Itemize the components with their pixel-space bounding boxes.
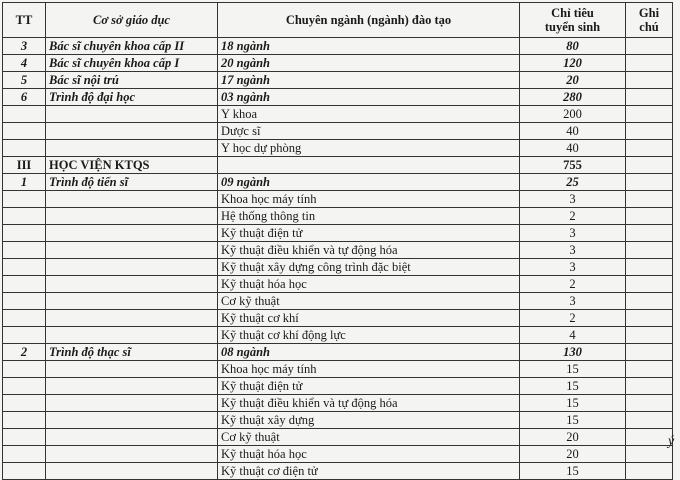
cell-ghi-chu [626, 276, 673, 293]
table-row [3, 208, 673, 225]
cell-tt: 2 [3, 344, 46, 361]
cell-co-so [46, 293, 218, 310]
cell-chuyen-nganh: Kỹ thuật điện tử [218, 378, 520, 395]
cell-ghi-chu [626, 106, 673, 123]
cell-co-so [46, 378, 218, 395]
table-header-row [3, 3, 673, 38]
table-row [3, 463, 673, 480]
cell-co-so: Trình độ tiến sĩ [46, 174, 218, 191]
cell-chuyen-nganh: Kỹ thuật hóa học [218, 446, 520, 463]
cell-chuyen-nganh: Kỹ thuật xây dựng công trình đặc biệt [218, 259, 520, 276]
cell-ghi-chu [626, 140, 673, 157]
cell-tt [3, 378, 46, 395]
cell-co-so [46, 225, 218, 242]
table-row [3, 327, 673, 344]
cell-ghi-chu [626, 429, 673, 446]
header-chuyen-nganh: Chuyên ngành (ngành) đào tạo [218, 3, 520, 38]
table-row [3, 157, 673, 174]
cell-ghi-chu [626, 157, 673, 174]
cell-ghi-chu [626, 208, 673, 225]
header-tt: TT [3, 3, 46, 38]
cell-tt [3, 191, 46, 208]
table-row [3, 412, 673, 429]
cell-chi-tieu: 3 [520, 191, 626, 208]
table-row [3, 395, 673, 412]
cell-co-so [46, 123, 218, 140]
cell-ghi-chu [626, 378, 673, 395]
cell-chuyen-nganh: 08 ngành [218, 344, 520, 361]
cell-co-so: Trình độ thạc sĩ [46, 344, 218, 361]
cell-tt [3, 293, 46, 310]
cell-co-so [46, 463, 218, 480]
cell-chi-tieu: 25 [520, 174, 626, 191]
cell-tt [3, 395, 46, 412]
cell-co-so: Bác sĩ nội trú [46, 72, 218, 89]
header-chi-tieu-line2: tuyển sinh [544, 20, 601, 34]
cell-chi-tieu: 4 [520, 327, 626, 344]
cell-co-so: Trình độ đại học [46, 89, 218, 106]
cell-tt [3, 463, 46, 480]
cell-tt [3, 123, 46, 140]
table-row [3, 446, 673, 463]
table-body [3, 38, 673, 480]
header-ghi-chu-line2: chú [639, 20, 659, 34]
table-row [3, 55, 673, 72]
cell-ghi-chu [626, 89, 673, 106]
cell-chi-tieu: 20 [520, 429, 626, 446]
table-row [3, 378, 673, 395]
cell-co-so [46, 446, 218, 463]
cell-co-so [46, 106, 218, 123]
cell-chuyen-nganh: 20 ngành [218, 55, 520, 72]
cell-chuyen-nganh: Khoa học máy tính [218, 361, 520, 378]
cell-co-so [46, 361, 218, 378]
cell-chi-tieu: 200 [520, 106, 626, 123]
cell-ghi-chu [626, 259, 673, 276]
cell-chi-tieu: 280 [520, 89, 626, 106]
cell-chuyen-nganh: 18 ngành [218, 38, 520, 55]
cell-tt: 6 [3, 89, 46, 106]
cell-chuyen-nganh: Kỹ thuật điều khiển và tự động hóa [218, 395, 520, 412]
cell-chi-tieu: 15 [520, 378, 626, 395]
cell-chi-tieu: 20 [520, 72, 626, 89]
cell-chi-tieu: 20 [520, 446, 626, 463]
cell-tt [3, 242, 46, 259]
cell-tt [3, 140, 46, 157]
cell-chi-tieu: 130 [520, 344, 626, 361]
cell-chuyen-nganh: Hệ thống thông tin [218, 208, 520, 225]
cell-tt: III [3, 157, 46, 174]
table-row [3, 361, 673, 378]
cell-tt: 4 [3, 55, 46, 72]
cell-tt [3, 225, 46, 242]
cell-chuyen-nganh: Kỹ thuật điện tử [218, 225, 520, 242]
table-row [3, 191, 673, 208]
cell-chi-tieu: 2 [520, 208, 626, 225]
cell-ghi-chu [626, 38, 673, 55]
cell-co-so [46, 327, 218, 344]
cell-co-so [46, 429, 218, 446]
cell-chuyen-nganh: 09 ngành [218, 174, 520, 191]
header-chi-tieu-line1: Chỉ tiêu [551, 6, 594, 20]
table-row [3, 293, 673, 310]
header-ghi-chu-line1: Ghi [638, 6, 660, 20]
cell-chuyen-nganh: Kỹ thuật hóa học [218, 276, 520, 293]
page-edge-mark: ý [668, 434, 675, 449]
cell-tt [3, 310, 46, 327]
cell-chuyen-nganh: Khoa học máy tính [218, 191, 520, 208]
cell-chi-tieu: 15 [520, 361, 626, 378]
table-row [3, 225, 673, 242]
cell-chuyen-nganh: Cơ kỹ thuật [218, 293, 520, 310]
cell-co-so: HỌC VIỆN KTQS [46, 157, 218, 174]
cell-chi-tieu: 40 [520, 123, 626, 140]
table-row [3, 72, 673, 89]
cell-ghi-chu [626, 344, 673, 361]
table-row [3, 106, 673, 123]
cell-chuyen-nganh: Y học dự phòng [218, 140, 520, 157]
cell-co-so [46, 259, 218, 276]
cell-chuyen-nganh: Kỹ thuật điều khiển và tự động hóa [218, 242, 520, 259]
admission-quota-table [2, 2, 673, 480]
cell-tt [3, 446, 46, 463]
cell-ghi-chu [626, 72, 673, 89]
header-chi-tieu [520, 3, 626, 38]
cell-ghi-chu [626, 463, 673, 480]
cell-co-so [46, 412, 218, 429]
cell-chuyen-nganh: Y khoa [218, 106, 520, 123]
cell-ghi-chu [626, 446, 673, 463]
cell-co-so [46, 395, 218, 412]
cell-co-so [46, 208, 218, 225]
cell-chuyen-nganh: Kỹ thuật cơ điện tử [218, 463, 520, 480]
cell-ghi-chu [626, 293, 673, 310]
table-row [3, 276, 673, 293]
cell-tt [3, 361, 46, 378]
cell-chi-tieu: 755 [520, 157, 626, 174]
table-row [3, 140, 673, 157]
cell-chuyen-nganh: Kỹ thuật cơ khí động lực [218, 327, 520, 344]
table-row [3, 259, 673, 276]
cell-chuyen-nganh [218, 157, 520, 174]
cell-ghi-chu [626, 123, 673, 140]
cell-tt: 3 [3, 38, 46, 55]
cell-tt [3, 412, 46, 429]
table-row [3, 344, 673, 361]
table-row [3, 310, 673, 327]
cell-chi-tieu: 3 [520, 293, 626, 310]
cell-ghi-chu [626, 191, 673, 208]
cell-ghi-chu [626, 310, 673, 327]
cell-chuyen-nganh: Kỹ thuật cơ khí [218, 310, 520, 327]
cell-chi-tieu: 3 [520, 259, 626, 276]
cell-chi-tieu: 3 [520, 225, 626, 242]
cell-co-so [46, 140, 218, 157]
cell-tt [3, 106, 46, 123]
cell-co-so [46, 242, 218, 259]
cell-chuyen-nganh: 03 ngành [218, 89, 520, 106]
cell-tt [3, 327, 46, 344]
cell-co-so [46, 191, 218, 208]
cell-co-so: Bác sĩ chuyên khoa cấp II [46, 38, 218, 55]
table-row [3, 429, 673, 446]
cell-chuyen-nganh: Kỹ thuật xây dựng [218, 412, 520, 429]
cell-co-so [46, 310, 218, 327]
cell-chi-tieu: 80 [520, 38, 626, 55]
cell-ghi-chu [626, 361, 673, 378]
cell-chi-tieu: 40 [520, 140, 626, 157]
table-row [3, 89, 673, 106]
header-ghi-chu [626, 3, 673, 38]
cell-tt [3, 259, 46, 276]
cell-chi-tieu: 15 [520, 412, 626, 429]
cell-ghi-chu [626, 412, 673, 429]
cell-ghi-chu [626, 174, 673, 191]
cell-tt: 5 [3, 72, 46, 89]
cell-ghi-chu [626, 55, 673, 72]
cell-tt: 1 [3, 174, 46, 191]
cell-tt [3, 429, 46, 446]
header-co-so: Cơ sở giáo dục [46, 3, 218, 38]
cell-chi-tieu: 120 [520, 55, 626, 72]
cell-tt [3, 276, 46, 293]
cell-chi-tieu: 2 [520, 276, 626, 293]
cell-chuyen-nganh: Cơ kỹ thuật [218, 429, 520, 446]
cell-chi-tieu: 15 [520, 395, 626, 412]
cell-ghi-chu [626, 242, 673, 259]
cell-chi-tieu: 3 [520, 242, 626, 259]
cell-ghi-chu [626, 395, 673, 412]
table-row [3, 242, 673, 259]
cell-tt [3, 208, 46, 225]
cell-chuyen-nganh: Dược sĩ [218, 123, 520, 140]
cell-ghi-chu [626, 225, 673, 242]
table-row [3, 174, 673, 191]
table-row [3, 123, 673, 140]
cell-ghi-chu [626, 327, 673, 344]
cell-chi-tieu: 15 [520, 463, 626, 480]
cell-co-so [46, 276, 218, 293]
cell-chi-tieu: 2 [520, 310, 626, 327]
table-row [3, 38, 673, 55]
cell-chuyen-nganh: 17 ngành [218, 72, 520, 89]
cell-co-so: Bác sĩ chuyên khoa cấp I [46, 55, 218, 72]
